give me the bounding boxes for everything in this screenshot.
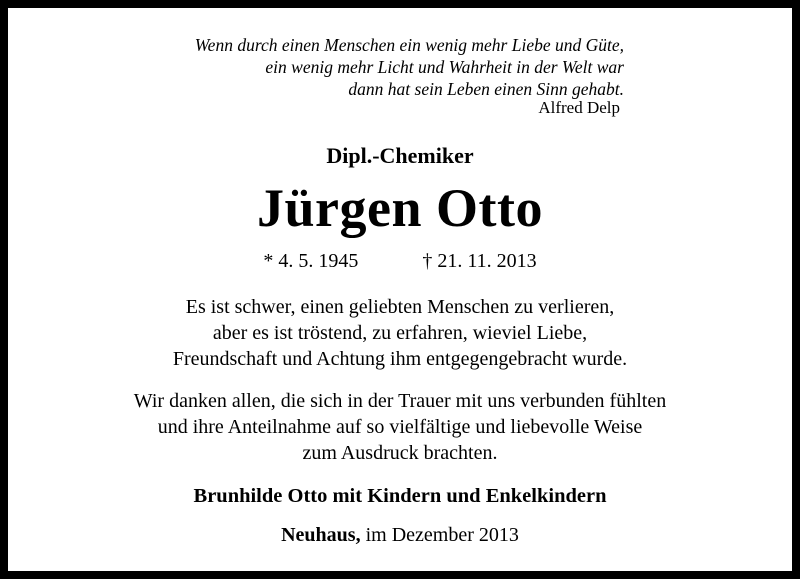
condolence-paragraph [8, 294, 792, 372]
place-and-date [8, 524, 792, 547]
paragraph-line: aber es ist tröstend, zu erfahren, wieviel Liebe, [212, 322, 588, 344]
deceased-name: Jürgen Otto [257, 178, 543, 238]
life-dates [8, 250, 792, 273]
quote-line: Wenn durch einen Menschen ein wenig mehr Liebe und Güte, [194, 35, 624, 55]
paragraph-line: zum Ausdruck brachten. [302, 442, 498, 464]
quote-line: ein wenig mehr Licht und Wahrheit in der Welt war [265, 57, 624, 77]
academic-title: Dipl.-Chemiker [326, 143, 474, 168]
quote-line: dann hat sein Leben einen Sinn gehabt. [348, 79, 624, 99]
mourners-signature: Brunhilde Otto mit Kindern und Enkelkindern [193, 485, 607, 507]
place-name: Neuhaus, [281, 524, 361, 546]
notice-date: im Dezember 2013 [365, 524, 519, 546]
paragraph-line: Freundschaft und Achtung ihm entgegengebracht wurde. [172, 348, 628, 370]
paragraph-line: und ihre Anteilnahme auf so vielfältige und liebevolle Weise [157, 416, 643, 438]
epigraph-quote [195, 34, 624, 100]
death-date: † 21. 11. 2013 [422, 250, 537, 272]
paragraph-line: Wir danken allen, die sich in der Trauer mit uns verbunden fühlten [133, 390, 667, 412]
paragraph-line: Es ist schwer, einen geliebten Menschen zu verlieren, [185, 296, 615, 318]
birth-date: * 4. 5. 1945 [263, 250, 359, 272]
quote-author: Alfred Delp [538, 98, 620, 117]
thanks-paragraph [8, 388, 792, 466]
